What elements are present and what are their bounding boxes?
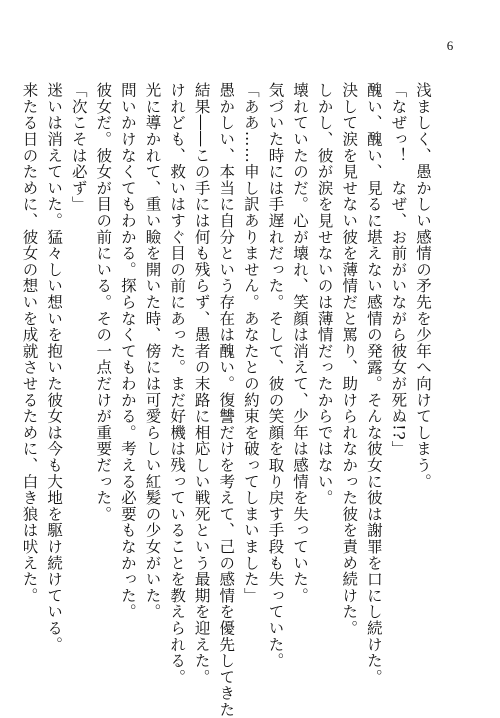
text-line: 気づいた時には手遅れだった。そして、彼の笑顔を取り戻す手段も失っていた。	[266, 82, 285, 669]
text-line: 「次こそは必ず」	[69, 82, 88, 213]
text-line: しかし、彼が涙を見せないのは薄情だったからではない。	[315, 82, 334, 506]
text-line: 問いかけなくてもわかる。探らなくてもわかる。考える必要もなかった。	[118, 82, 137, 620]
text-line: 醜い、醜い、見るに堪えない感情の発露。そんな彼女に彼は謝罪を口にし続けた。	[364, 82, 383, 686]
text-line: 壊れていたのだ。心が壊れ、笑顔は消えて、少年は感情を失っていた。	[291, 82, 310, 604]
text-line: 愚かしい、本当に自分という存在は醜い。復讐だけを考えて、己の感情を優先してきた	[217, 82, 236, 718]
text-line: 結果――この手には何も残らず、愚者の末路に相応しい戦死という最期を迎えた。	[192, 82, 211, 686]
text-line: 浅ましく、愚かしい感情の矛先を少年へ向けてしまう。	[414, 82, 432, 490]
text-line: 迷いは消えていた。猛々しい想いを抱いた彼女は今も大地を駆け続けている。	[45, 82, 64, 653]
text-line: 彼女だ。彼女が目の前にいる。その一点だけが重要だった。	[94, 82, 113, 523]
text-line: 「ああ……申し訳ありません。あなたとの約束を破ってしまいました」	[241, 82, 260, 604]
text-line: 決して涙を見せない彼を薄情だと罵り、助けられなかった彼を責め続けた。	[340, 82, 359, 637]
page-number: 6	[446, 38, 454, 53]
text-line: 来たる日のために、彼女の想いを成就させるために、白き狼は吠えた。	[20, 82, 39, 604]
text-line: 光に導かれて、重い瞼を開いた時、傍には可愛らしい紅髪の少女がいた。	[143, 82, 162, 620]
vertical-text-block	[20, 82, 435, 718]
text-line: けれども、救いはすぐ目の前にあった。まだ好機は残っていることを教えられる。	[168, 82, 187, 686]
text-line: 「なぜっ！ なぜ、お前がいながら彼女が死ぬ!?」	[389, 82, 408, 457]
